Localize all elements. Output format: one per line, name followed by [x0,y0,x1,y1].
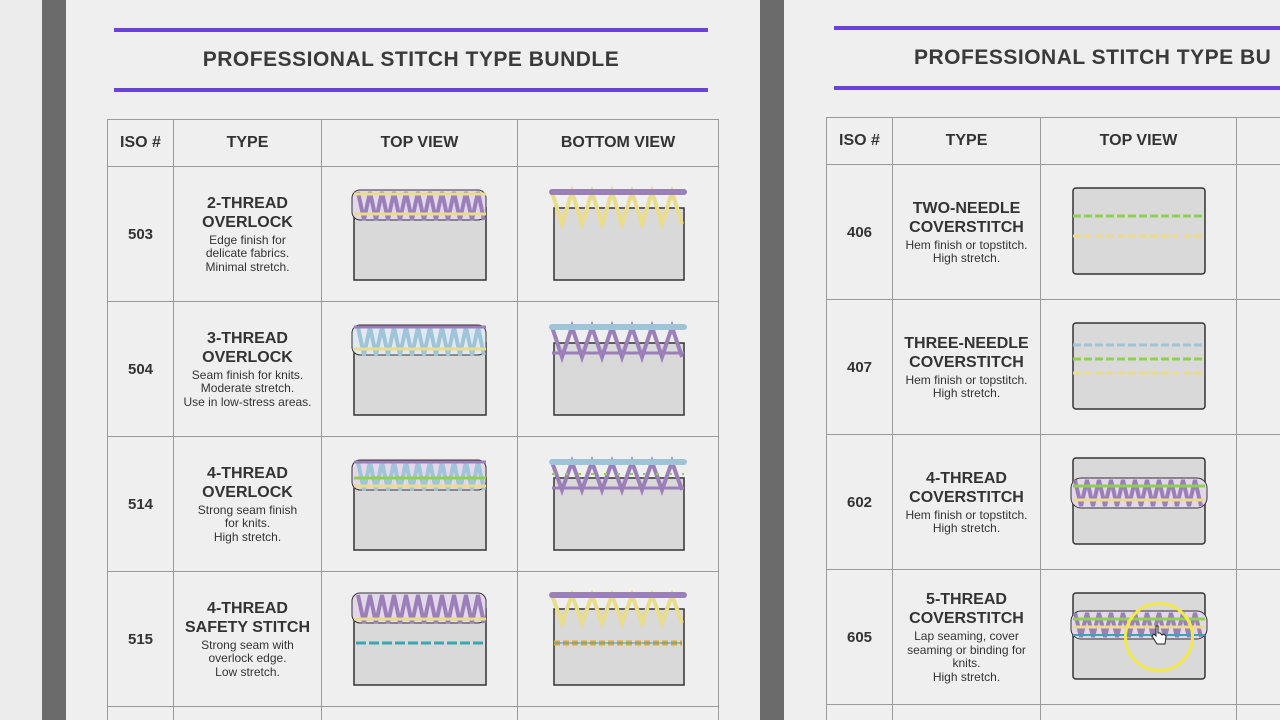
stitch-type-cell [893,165,1041,300]
stitch-name: TWO-NEEDLE COVERSTITCH [909,199,1024,236]
overlock-4thread-bottom-illustration [548,454,688,554]
stitch-type-cell [174,572,322,707]
stitch-description: Strong seam finish for knits. High stretch. [197,502,298,544]
stitch-description: Edge finish for delicate fabrics. Minimal stretch. [205,232,290,274]
page-gutter-middle [760,0,784,720]
bottom-view-cell [518,302,719,437]
stitch-type-cell [174,167,322,302]
stitch-name: 2-THREAD OVERLOCK [202,194,293,231]
stitch-description: Hem finish or topstitch. High stretch. [905,372,1028,400]
left-margin [0,0,42,720]
overlock-3thread-top-illustration [350,319,490,419]
top-view-cell [1041,165,1237,300]
iso-number: 514 [108,437,174,572]
header-cut-off [1237,118,1280,165]
stitch-name: 4-THREAD SAFETY STITCH [184,599,311,636]
overlock-2thread-bottom-illustration [548,184,688,284]
cut-off-cell [1237,570,1280,705]
top-view-cell [322,572,518,707]
iso-number: 504 [108,302,174,437]
stitch-description: Lap seaming, cover seaming or binding for knits. High stretch. [907,629,1026,684]
bottom-view-cell [518,572,719,707]
stitch-description: Hem finish or topstitch. High stretch. [905,507,1028,535]
stitch-type-cell [893,300,1041,435]
iso-number: 602 [827,435,893,570]
safety-stitch-top-illustration [350,589,490,689]
stitch-description: Strong seam with overlock edge. Low stretch. [201,637,294,679]
coverstitch-4thread-top-illustration [1069,456,1209,548]
stitch-type-cell [174,437,322,572]
stitch-description: Hem finish or topstitch. High stretch. [905,237,1028,265]
table-row-partial [1041,705,1237,720]
header-top-view: TOP VIEW [322,120,518,167]
stitch-name: 5-THREAD COVERSTITCH [909,591,1024,627]
page-gutter-left [42,0,66,720]
header-iso: ISO # [827,118,893,165]
table-row-partial [108,707,174,720]
bottom-view-cell [518,437,719,572]
coverstitch-2needle-top-illustration [1069,186,1209,278]
title-rule-top [834,26,1280,30]
header-type: TYPE [174,120,322,167]
title-rule-bottom [114,88,708,92]
stitch-type-cell [174,302,322,437]
top-view-cell [1041,435,1237,570]
safety-stitch-bottom-illustration [548,589,688,689]
stitch-type-cell [893,435,1041,570]
iso-number: 407 [827,300,893,435]
stitch-name: THREE-NEEDLE COVERSTITCH [904,334,1029,371]
top-view-cell [1041,300,1237,435]
iso-number: 515 [108,572,174,707]
header-top-view: TOP VIEW [1041,118,1237,165]
title-rule-bottom [834,86,1280,90]
table-row-partial [518,707,719,720]
iso-number: 406 [827,165,893,300]
stitch-description: Seam finish for knits. Moderate stretch. Use in low-stress areas. [183,367,312,409]
header-bottom-view: BOTTOM VIEW [518,120,719,167]
table-row-partial [322,707,518,720]
overlock-4thread-top-illustration [350,454,490,554]
coverstitch-3needle-top-illustration [1069,321,1209,413]
stitch-name: 4-THREAD COVERSTITCH [909,469,1024,506]
overlock-3thread-bottom-illustration [548,319,688,419]
page-title: PROFESSIONAL STITCH TYPE BU [914,46,1272,69]
header-type: TYPE [893,118,1041,165]
title-rule-top [114,28,708,32]
table-row-partial [174,707,322,720]
stitch-type-cell [893,570,1041,705]
stitch-name: 4-THREAD OVERLOCK [202,464,293,501]
top-view-cell [322,302,518,437]
iso-number: 605 [827,570,893,705]
page-title: PROFESSIONAL STITCH TYPE BUNDLE [202,48,620,71]
document-page-2 [784,0,1280,720]
header-iso: ISO # [108,120,174,167]
bottom-view-cell [518,167,719,302]
table-row-partial [893,705,1041,720]
cut-off-cell [1237,435,1280,570]
cut-off-cell [1237,165,1280,300]
table-row-partial [827,705,893,720]
document-page-1 [66,0,760,720]
stitch-name: 3-THREAD OVERLOCK [202,329,293,366]
iso-number: 503 [108,167,174,302]
top-view-cell [322,167,518,302]
cut-off-cell [1237,300,1280,435]
top-view-cell [322,437,518,572]
hand-cursor-icon [1150,624,1168,646]
overlock-2thread-top-illustration [350,184,490,284]
